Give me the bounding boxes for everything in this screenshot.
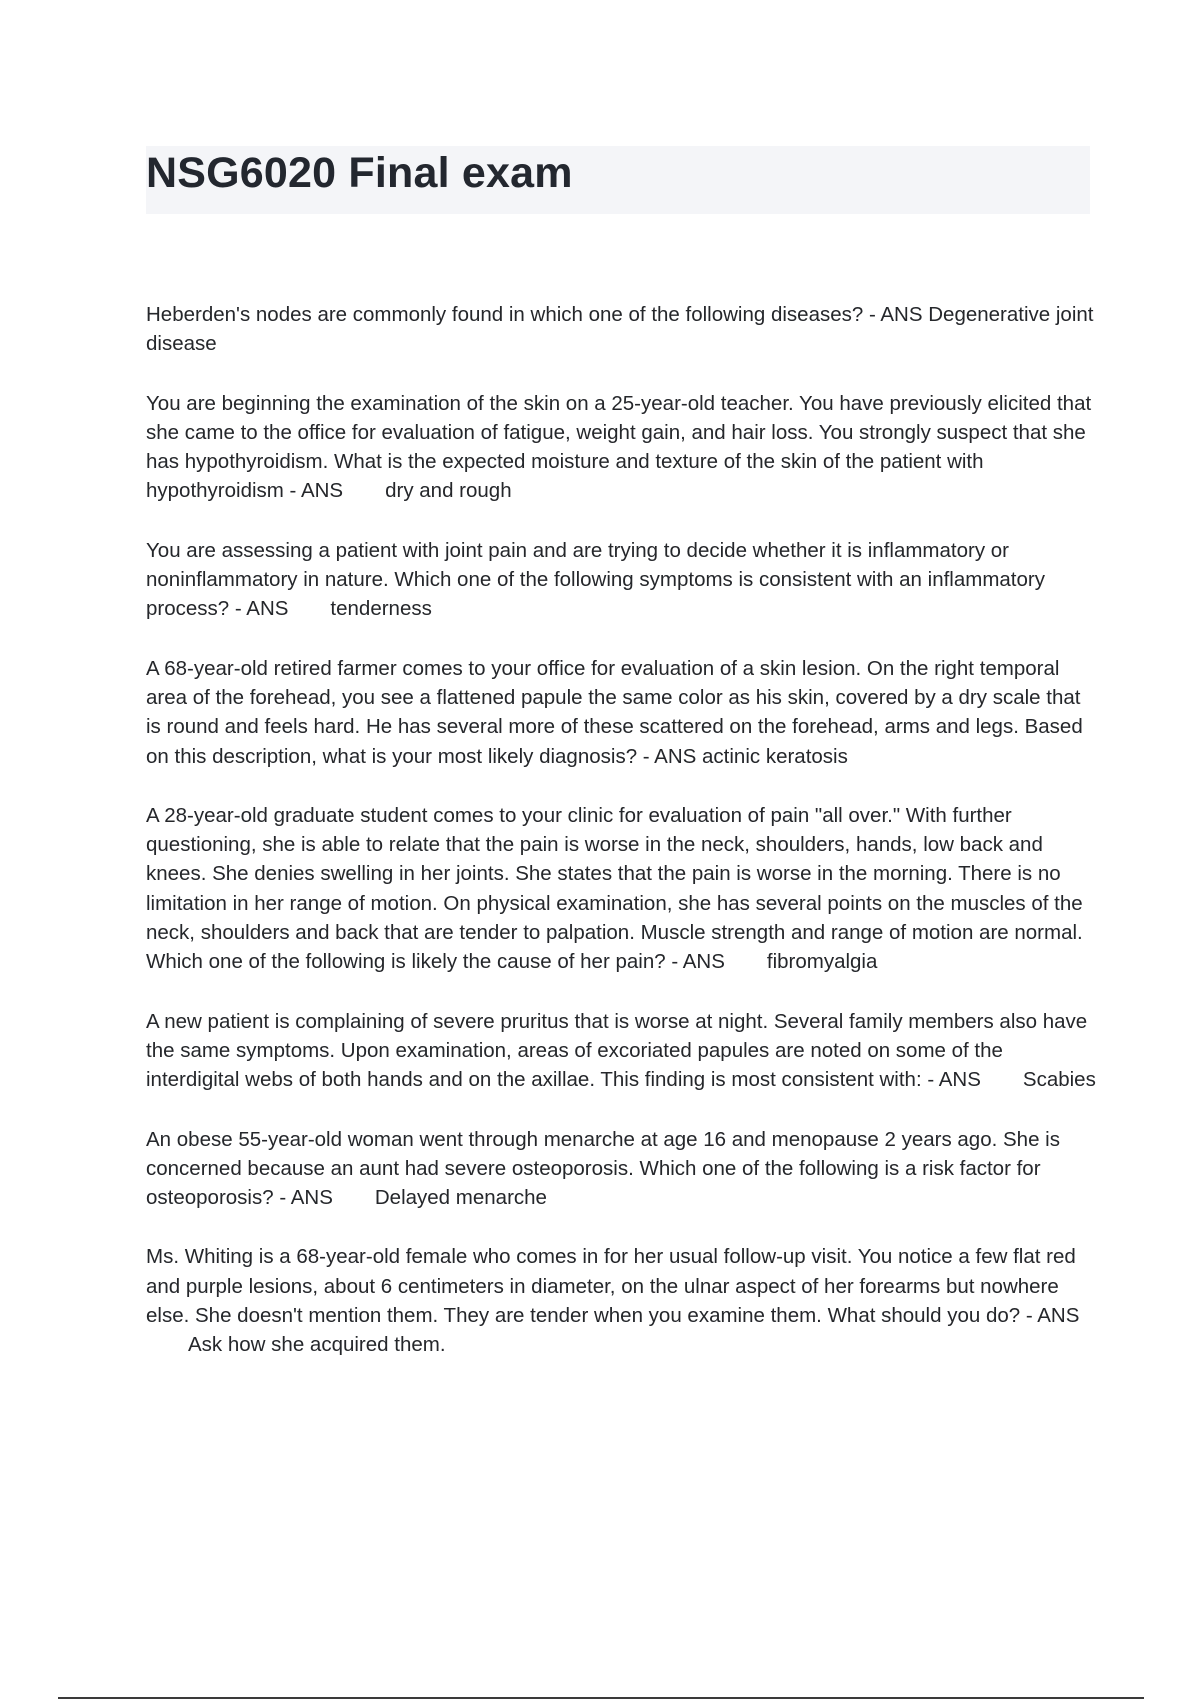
answer-text: tenderness (330, 597, 432, 621)
qa-item (146, 801, 1096, 977)
answer-text: Degenerative joint disease (146, 303, 1094, 356)
question-text: A 68-year-old retired farmer comes to your office for evaluation of a skin lesion. On the right temporal area of the forehead, you see a flattened papule the same color as his skin, covered by a dry scale that is round and feels hard. He has several more of these scattered on the forehead, arms and legs. Based on this description, what is your most likely diagnosis? - ANS (146, 656, 1083, 768)
question-text: A new patient is complaining of severe pruritus that is worse at night. Several family members also have the same symptoms. Upon examination, areas of excoriated papules are noted on some of the interdigital webs of both hands and on the axillae. This finding is most consistent with: - ANS (146, 1009, 1088, 1092)
answer-text: actinic keratosis (702, 744, 848, 768)
question-text: You are beginning the examination of the skin on a 25-year-old teacher. You have previously elicited that she came to the office for evaluation of fatigue, weight gain, and hair loss. You strongly suspect that she has hypothyroidism. What is the expected moisture and texture of the skin of the patient with hypothyroidism - ANS (146, 391, 1092, 503)
question-text: You are assessing a patient with joint pain and are trying to decide whether it is inflammatory or noninflammatory in nature. Which one of the following symptoms is consistent with an inflammatory process? - ANS (146, 538, 1045, 621)
question-text: A 28-year-old graduate student comes to your clinic for evaluation of pain "all over." With further questioning, she is able to relate that the pain is worse in the neck, shoulders, hands, low back and knees. She denies swelling in her joints. She states that the pain is worse in the morning. There is no limitation in her range of motion. On physical examination, she has several points on the muscles of the neck, shoulders and back that are tender to palpation. Muscle strength and range of motion are normal. Which one of the following is likely the cause of her pain? - ANS (146, 803, 1083, 974)
question-text: Heberden's nodes are commonly found in which one of the following diseases? - ANS (146, 303, 923, 326)
qa-item (146, 1125, 1096, 1213)
question-text: Ms. Whiting is a 68-year-old female who comes in for her usual follow-up visit. You notice a few flat red and purple lesions, about 6 centimeters in diameter, on the ulnar aspect of her forearms but nowhere else. She doesn't mention them. They are tender when you examine them. What should you do? - ANS (146, 1245, 1080, 1328)
answer-text: fibromyalgia (766, 950, 878, 974)
qa-item (146, 300, 1096, 359)
question-text: An obese 55-year-old woman went through menarche at age 16 and menopause 2 years ago. She is concerned because an aunt had severe osteoporosis. Which one of the following is a risk factor for osteoporosis? - ANS (146, 1127, 1060, 1210)
qa-item (146, 389, 1096, 506)
answer-text: Ask how she acquired them. (188, 1333, 446, 1357)
qa-item (146, 1007, 1096, 1095)
answer-text: dry and rough (385, 479, 512, 503)
qa-item (146, 654, 1096, 771)
qa-item (146, 536, 1096, 624)
document-title: NSG6020 Final exam (146, 149, 573, 197)
page-bottom-rule (58, 1697, 1144, 1699)
qa-item (146, 1242, 1096, 1359)
qa-list (146, 300, 1096, 1390)
answer-text: Scabies (1022, 1068, 1096, 1092)
answer-text: Delayed menarche (374, 1186, 547, 1210)
